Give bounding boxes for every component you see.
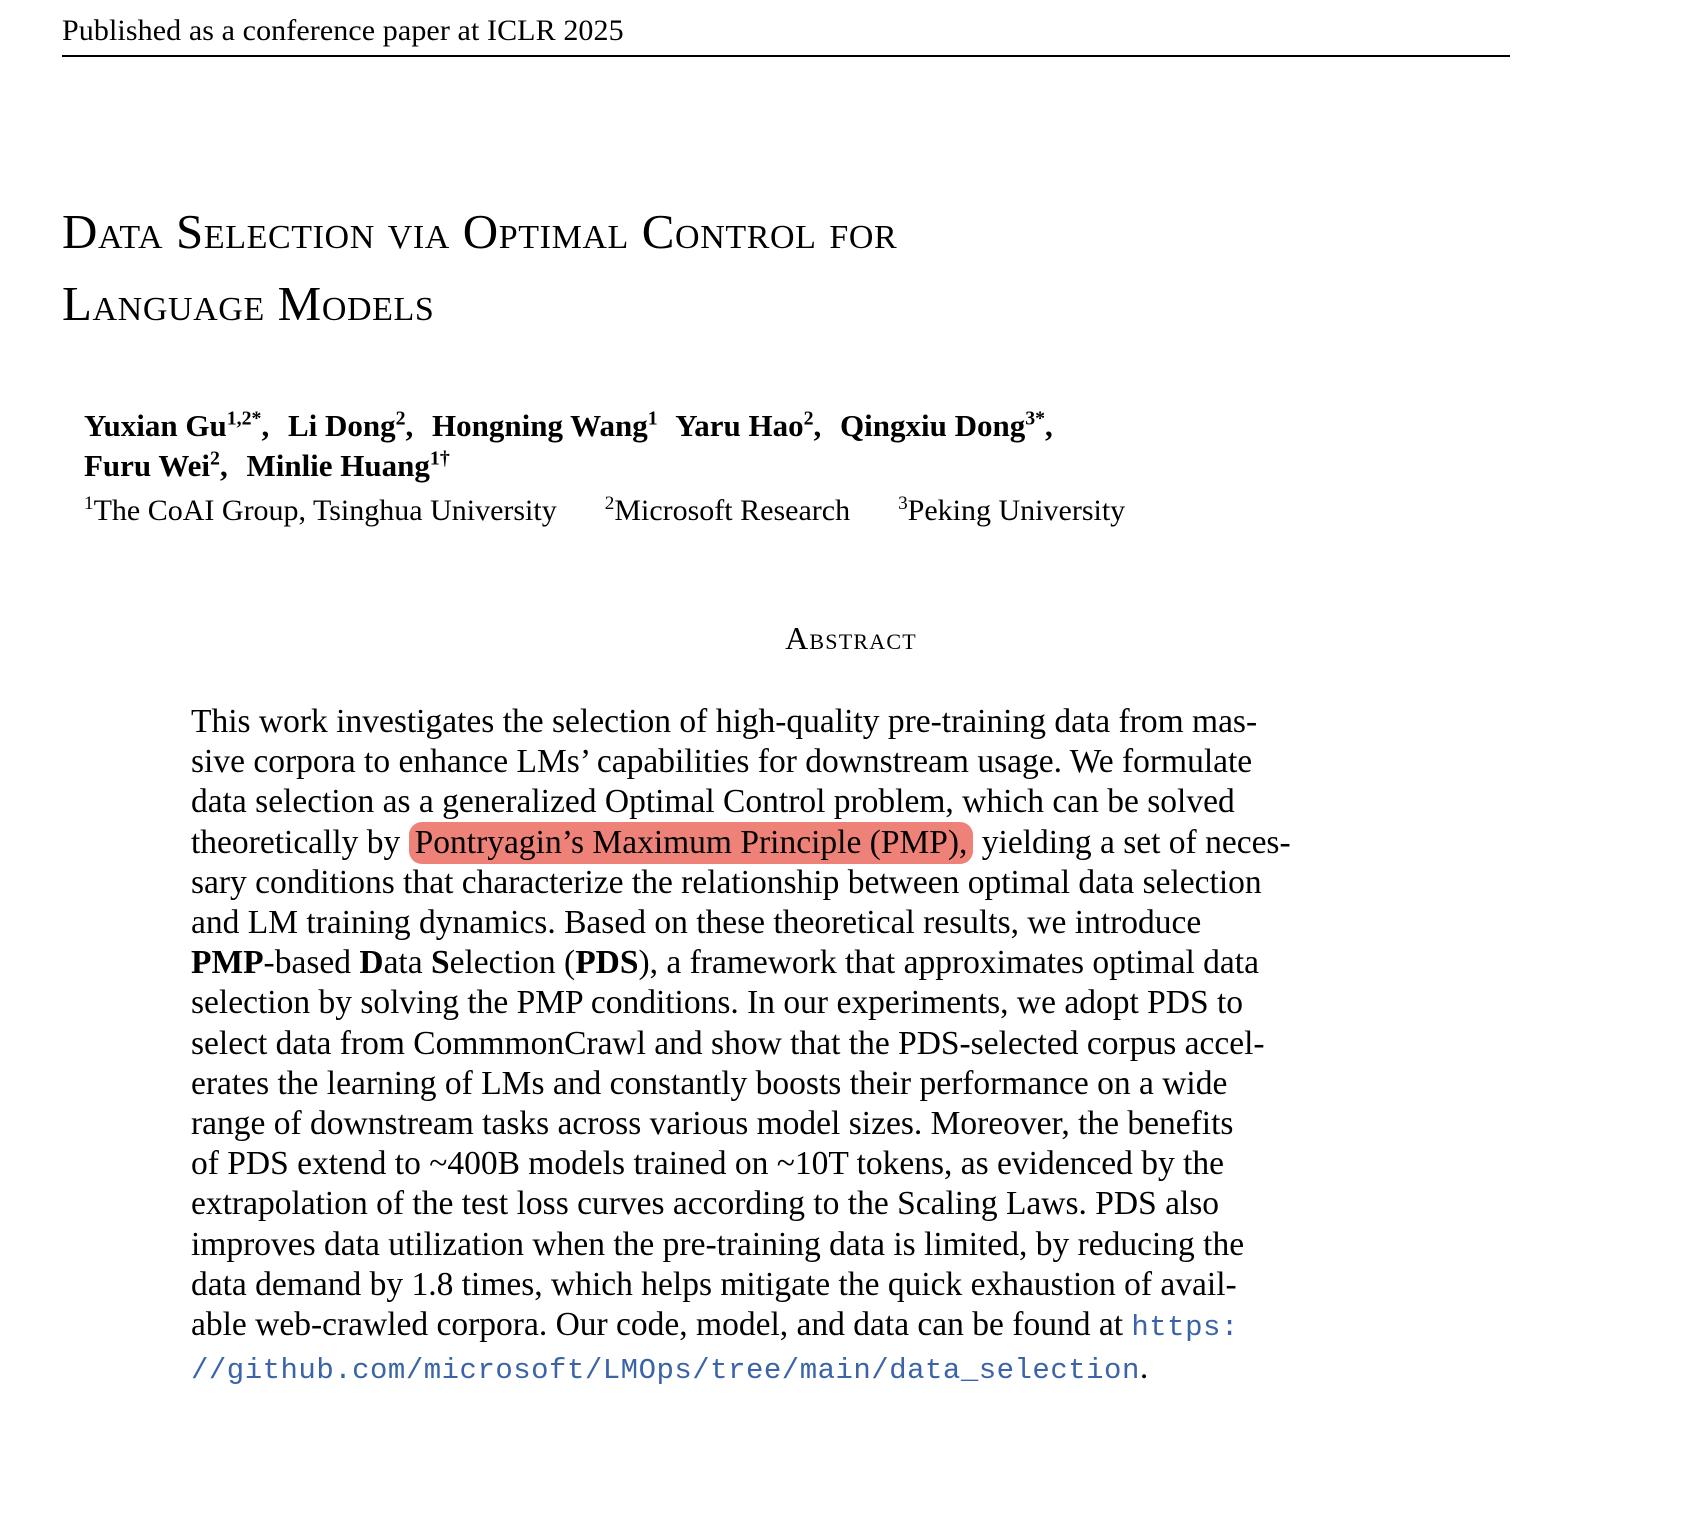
abstract-line: extrapolation of the test loss curves according to the Scaling Laws. PDS also [191,1185,1220,1223]
title-line-2: Language Models [62,276,435,331]
abstract-line-url-start [191,1305,1379,1348]
abstract-line-highlighted [191,823,1379,863]
author-sup: 1† [429,447,450,470]
abstract-text-post: yielding a set of neces- [973,823,1291,861]
abstract-line: of PDS extend to ~400B models trained on ~10T tokens, as evidenced by the [191,1145,1225,1183]
abstract-line: selection by solving the PMP conditions. In our experiments, we adopt PDS to [191,984,1244,1022]
author-name: Yaru Hao [675,408,804,443]
abstract-line: data selection as a generalized Optimal Control problem, which can be solved [191,783,1235,821]
author-name: Furu Wei [84,448,211,483]
abstract-line-emphasis [191,943,1379,983]
abstract-bold: PDS [575,944,639,982]
abstract-bold: PMP [191,944,264,982]
author-sup: 3* [1025,407,1046,430]
author-sep: , [1045,408,1053,443]
abstract-line: range of downstream tasks across various model sizes. Moreover, the benefits [191,1105,1234,1143]
abstract-heading [0,618,1702,658]
author-sep: , [405,408,414,443]
affiliation-name: Peking University [907,494,1126,527]
abstract-text: ata [383,944,431,982]
abstract-line: improves data utilization when the pre-training data is limited, by reducing the [191,1225,1245,1263]
abstract-line: select data from CommmonCrawl and show that the PDS-selected corpus accel- [191,1024,1265,1062]
author-sep: , [813,408,822,443]
affiliation-marker: 1 [84,493,94,514]
author-name: Qingxiu Dong [840,408,1026,443]
abstract-bold: S [430,944,450,982]
abstract-text-post: . [1139,1349,1149,1387]
author-sup: 1,2* [226,407,262,430]
affiliation-marker: 2 [604,493,615,514]
author-block [84,406,1484,531]
abstract-text-pre: able web-crawled corpora. Our code, model, and data can be found at [191,1306,1132,1344]
author-sep: , [219,448,228,483]
affiliation-name: The CoAI Group, Tsinghua University [93,494,557,527]
abstract-bold: D [359,944,384,982]
abstract-line: erates the learning of LMs and constantly boosts their performance on a wide [191,1064,1228,1102]
abstract-line: This work investigates the selection of high-quality pre-training data from mas- [191,703,1258,740]
affiliations-line [84,491,1484,531]
highlight-marker: Pontryagin’s Maximum Principle (PMP), [409,822,974,864]
abstract-line: data demand by 1.8 times, which helps mitigate the quick exhaustion of avail- [191,1265,1237,1303]
abstract-text: ), a framework that approximates optimal data [638,944,1259,982]
author-sep: , [261,408,270,443]
affiliation-name: Microsoft Research [614,494,851,527]
abstract-body [191,702,1379,1391]
abstract-text: election ( [449,944,576,982]
abstract-line-url-end [191,1348,1379,1391]
abstract-line: sary conditions that characterize the relationship between optimal data selection [191,863,1262,901]
author-name: Hongning Wang [432,408,648,443]
abstract-text-pre: theoretically by [191,823,409,861]
author-sup: 2 [803,407,814,430]
author-sup: 2 [210,447,220,470]
title-line-1: Data Selection via Optimal Control for [62,204,898,259]
author-name: Li Dong [287,408,396,443]
repo-link[interactable]: //github.com/microsoft/LMOps/tree/main/data_selection [191,1354,1140,1388]
author-sup: 1 [647,407,658,430]
repo-link[interactable]: https: [1131,1311,1239,1345]
author-line-1 [84,406,1484,446]
author-line-2 [84,446,1484,486]
abstract-line: sive corpora to enhance LMs’ capabilities for downstream usage. We formulate [191,743,1253,781]
abstract-line: and LM training dynamics. Based on these theoretical results, we introduce [191,904,1202,942]
affiliation-marker: 3 [898,493,908,514]
abstract-heading-text: Abstract [785,620,917,656]
author-sup: 2 [395,407,406,430]
header-divider [62,55,1510,57]
abstract-text: -based [263,944,360,982]
running-header [62,14,1510,48]
running-header-text: Published as a conference paper at ICLR 2025 [62,14,624,47]
author-name: Minlie Huang [246,448,430,483]
author-name: Yuxian Gu [84,408,227,443]
page-title [62,196,1482,340]
